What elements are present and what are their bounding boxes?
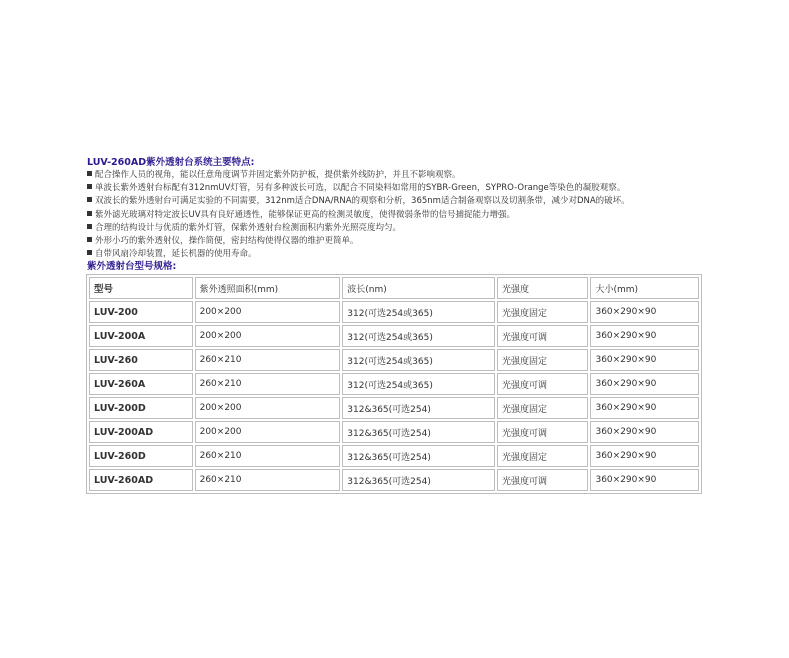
model-cell: LUV-260D <box>89 445 193 467</box>
feature-text: 外形小巧的紫外透射仪，操作简便，密封结构使得仪器的维护更简单。 <box>95 236 359 247</box>
table-row <box>89 349 699 371</box>
model-cell: LUV-260 <box>89 349 193 371</box>
feature-item <box>87 235 701 248</box>
area-cell: 260×210 <box>195 349 341 371</box>
area-cell: 200×200 <box>195 397 341 419</box>
model-cell: LUV-200D <box>89 397 193 419</box>
feature-text: 双波长的紫外透射台可满足实验的不同需要，312nm适合DNA/RNA的观察和分析，365nm适合制备观察以及切割条带，减少对DNA的破坏。 <box>95 196 630 207</box>
size-cell: 360×290×90 <box>590 301 699 323</box>
size-cell: 360×290×90 <box>590 373 699 395</box>
feature-text: 配合操作人员的视角，能以任意角度调节并固定紫外防护板，提供紫外线防护，并且不影响观察。 <box>95 170 461 180</box>
table-row <box>89 445 699 467</box>
model-cell: LUV-260AD <box>89 469 193 491</box>
model-cell: LUV-200 <box>89 301 193 323</box>
size-cell: 360×290×90 <box>590 421 699 443</box>
table-row <box>89 421 699 443</box>
feature-text: 紫外滤光玻璃对特定波长UV具有良好通透性，能够保证更高的检测灵敏度，使得微弱条带的信号捕捉能力增强。 <box>95 209 516 220</box>
feature-text: 自带风扇冷却装置，延长机器的使用寿命。 <box>95 249 257 260</box>
size-cell: 360×290×90 <box>590 469 699 491</box>
area-cell: 260×210 <box>195 373 341 395</box>
intensity-cell: 光强度固定 <box>497 397 589 419</box>
table-row <box>89 397 699 419</box>
size-cell: 360×290×90 <box>590 445 699 467</box>
spec-heading: 紫外透射台型号规格: <box>87 261 177 273</box>
wavelength-cell: 312(可选254或365) <box>342 301 495 323</box>
size-cell: 360×290×90 <box>590 325 699 347</box>
wavelength-cell: 312(可选254或365) <box>342 325 495 347</box>
square-bullet-icon <box>87 250 92 255</box>
table-row <box>89 373 699 395</box>
model-cell: LUV-260A <box>89 373 193 395</box>
intensity-cell: 光强度可调 <box>497 373 589 395</box>
square-bullet-icon <box>87 237 92 242</box>
feature-item <box>87 209 701 222</box>
table-header-row <box>89 277 699 299</box>
square-bullet-icon <box>87 211 92 216</box>
header-cell-area: 紫外透照面积(mm) <box>195 277 341 299</box>
intensity-cell: 光强度固定 <box>497 301 589 323</box>
wavelength-cell: 312&365(可选254) <box>342 421 495 443</box>
table-row <box>89 325 699 347</box>
intensity-cell: 光强度固定 <box>497 445 589 467</box>
feature-text: 单波长紫外透射台标配有312nmUV灯管，另有多种波长可选，以配合不同染料如常用的SYBR-Green，SYPRO-Orange等染色的凝胶观察。 <box>95 183 626 194</box>
area-cell: 200×200 <box>195 325 341 347</box>
table-row <box>89 469 699 491</box>
wavelength-cell: 312&365(可选254) <box>342 469 495 491</box>
table-row <box>89 301 699 323</box>
intensity-cell: 光强度可调 <box>497 325 589 347</box>
intensity-cell: 光强度可调 <box>497 469 589 491</box>
wavelength-cell: 312(可选254或365) <box>342 349 495 371</box>
size-cell: 360×290×90 <box>590 349 699 371</box>
header-cell-wavelength: 波长(nm) <box>342 277 495 299</box>
area-cell: 200×200 <box>195 301 341 323</box>
square-bullet-icon <box>87 224 92 229</box>
header-cell-intensity: 光强度 <box>497 277 589 299</box>
spec-table <box>86 274 702 494</box>
features-heading: LUV-260AD紫外透射台系统主要特点: <box>87 157 255 168</box>
square-bullet-icon <box>87 184 92 189</box>
feature-item <box>87 182 701 195</box>
area-cell: 260×210 <box>195 445 341 467</box>
header-cell-size: 大小(mm) <box>590 277 699 299</box>
wavelength-cell: 312&365(可选254) <box>342 397 495 419</box>
size-cell: 360×290×90 <box>590 397 699 419</box>
features-list <box>87 169 701 261</box>
square-bullet-icon <box>87 171 92 176</box>
model-cell: LUV-200A <box>89 325 193 347</box>
feature-item <box>87 248 701 261</box>
feature-item <box>87 169 701 182</box>
product-description <box>87 157 701 494</box>
square-bullet-icon <box>87 197 92 202</box>
wavelength-cell: 312&365(可选254) <box>342 445 495 467</box>
wavelength-cell: 312(可选254或365) <box>342 373 495 395</box>
intensity-cell: 光强度可调 <box>497 421 589 443</box>
intensity-cell: 光强度固定 <box>497 349 589 371</box>
feature-item <box>87 222 701 235</box>
area-cell: 200×200 <box>195 421 341 443</box>
header-cell-model: 型号 <box>89 277 193 299</box>
feature-text: 合理的结构设计与优质的紫外灯管，保紫外透射台检测面积内紫外光照亮度均匀。 <box>95 222 402 233</box>
area-cell: 260×210 <box>195 469 341 491</box>
model-cell: LUV-200AD <box>89 421 193 443</box>
feature-item <box>87 195 701 208</box>
